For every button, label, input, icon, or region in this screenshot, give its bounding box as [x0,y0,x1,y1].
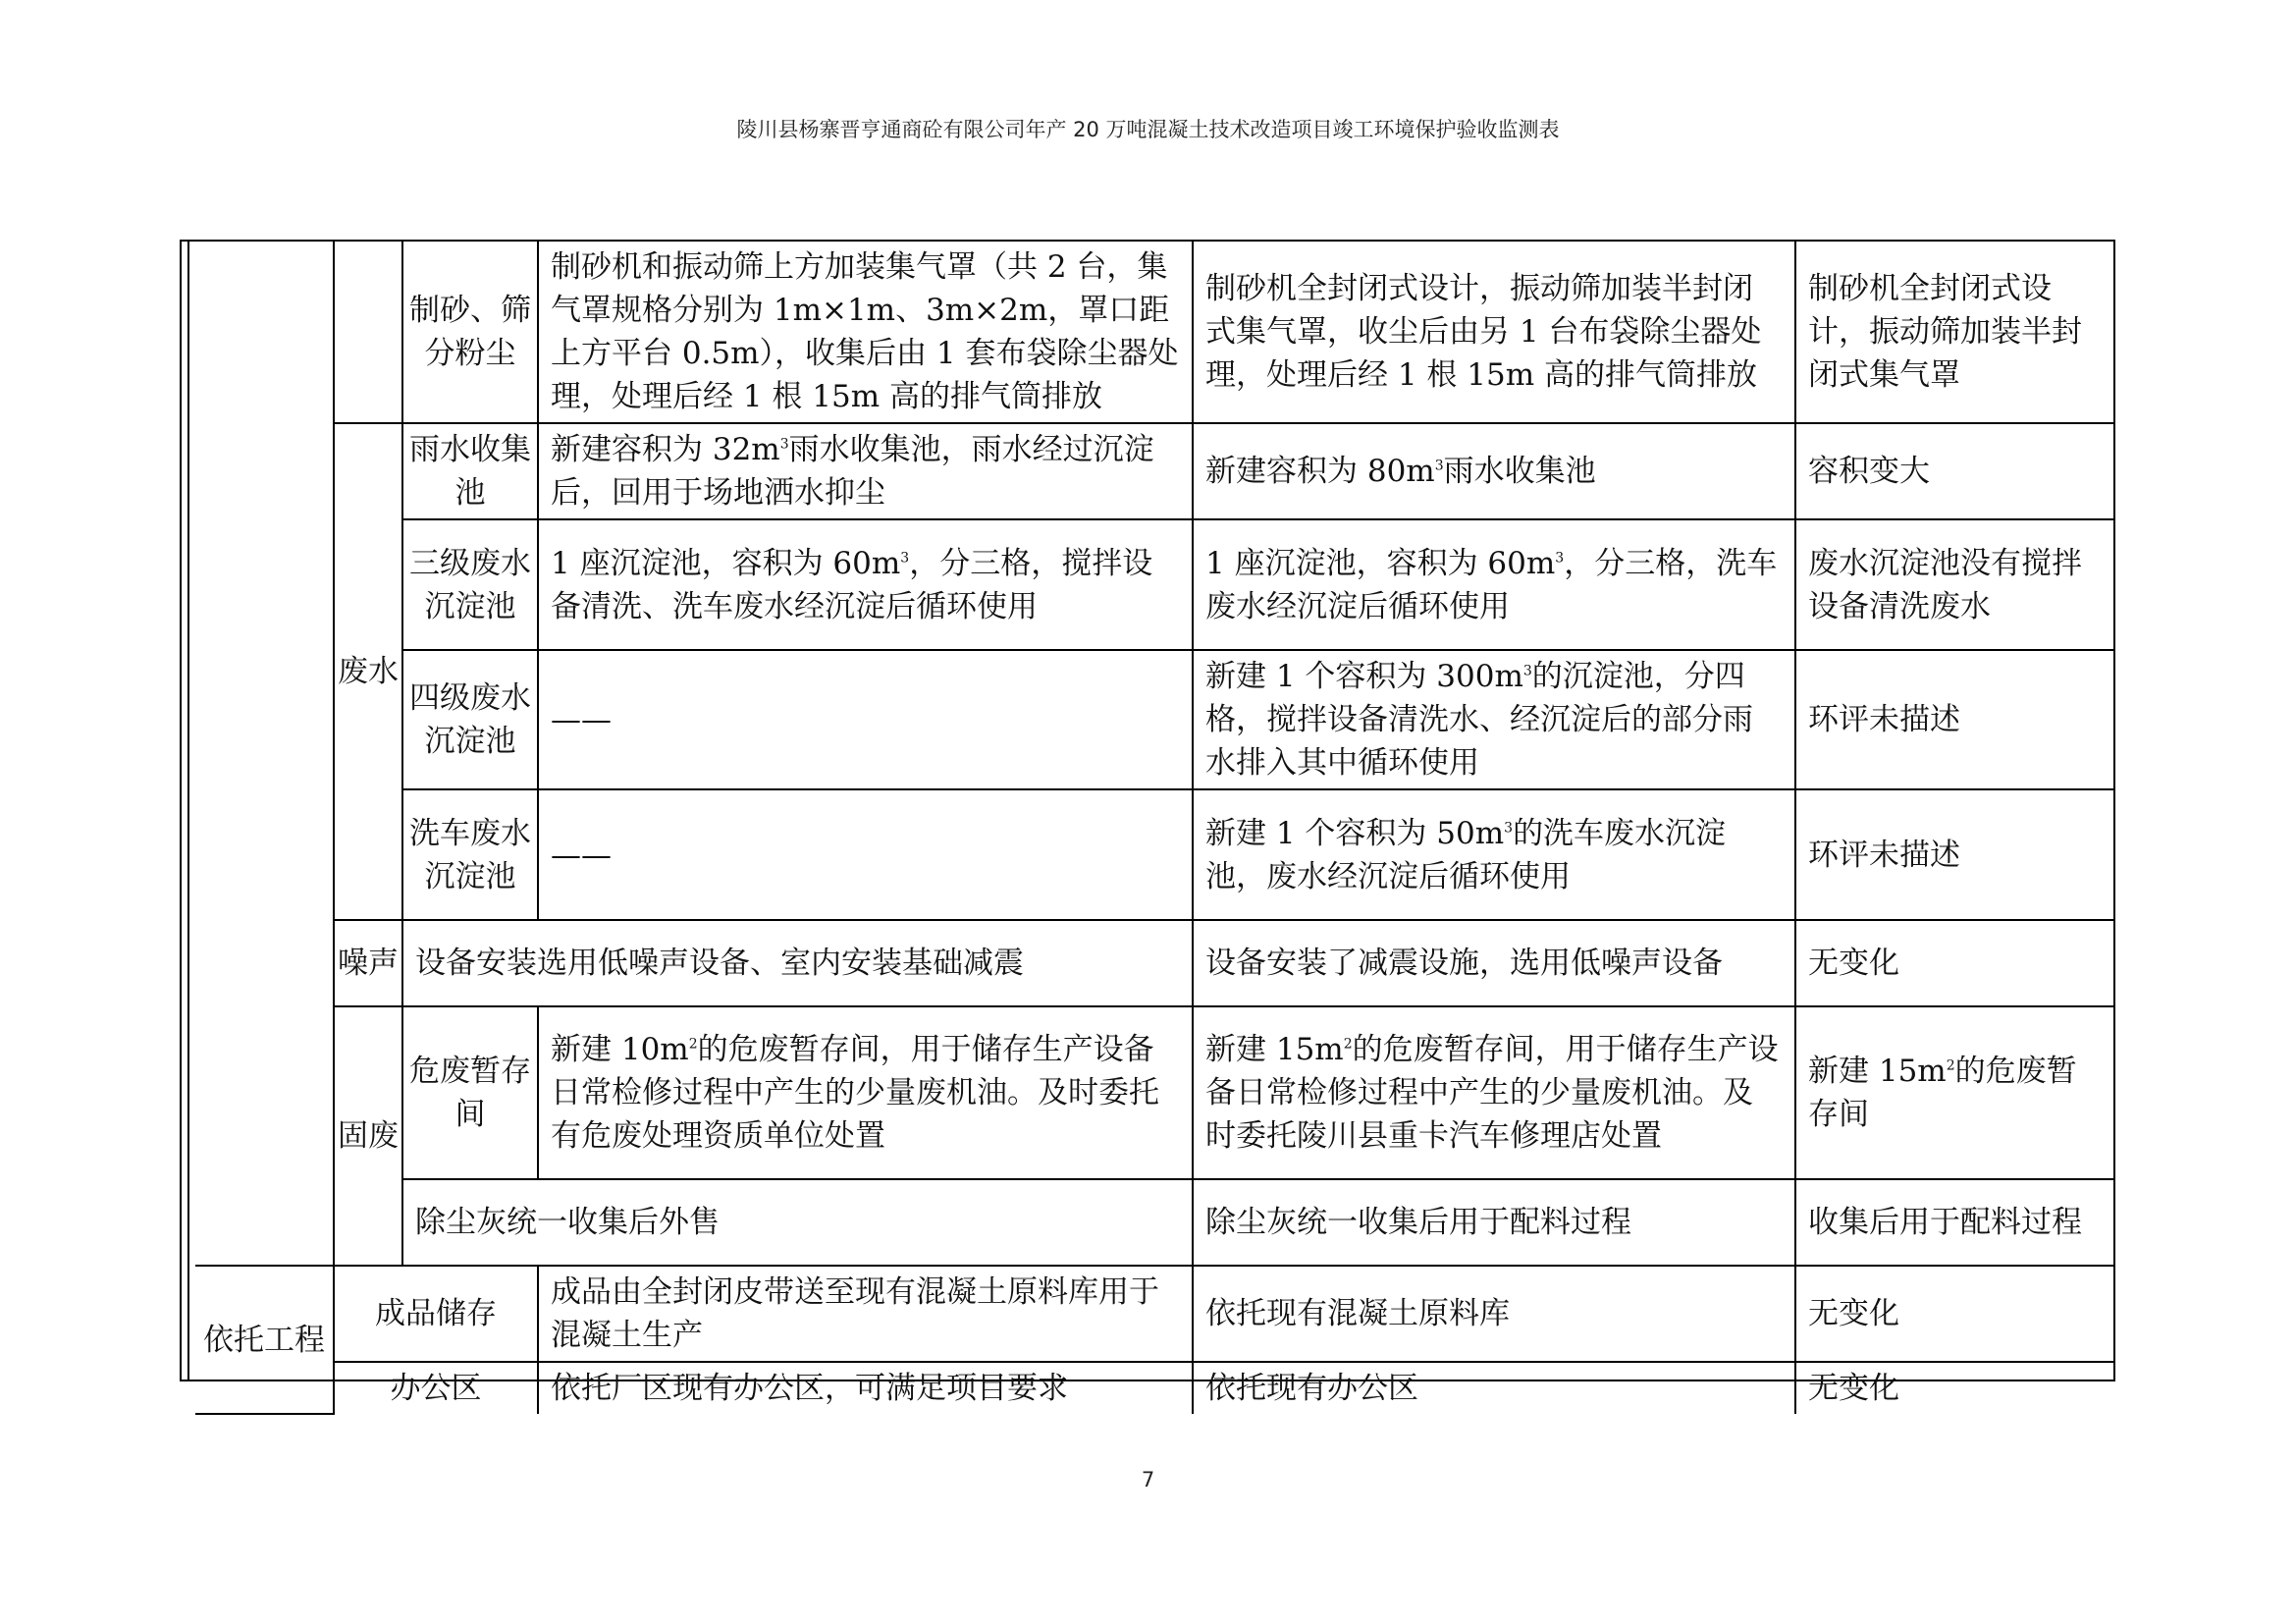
acceptance-table-frame [180,240,2115,1406]
change-cell: 容积变大 [1795,423,2115,519]
table-row [195,789,2115,920]
item-cell: 办公区 [334,1362,538,1414]
item-cell: 雨水收集池 [402,423,538,519]
eia-cell: 除尘灰统一收集后外售 [402,1179,1193,1266]
table-row [195,519,2115,650]
item-cell: 成品储存 [334,1266,538,1362]
eia-cell: —— [538,650,1193,789]
item-cell: 洗车废水沉淀池 [402,789,538,920]
change-cell: 无变化 [1795,920,2115,1006]
table-row [195,242,2115,423]
eia-cell: 成品由全封闭皮带送至现有混凝土原料库用于混凝土生产 [538,1266,1193,1362]
category-cell-solid-waste: 固废 [334,1006,402,1266]
change-cell: 制砂机全封闭式设计，振动筛加装半封闭式集气罩 [1795,242,2115,423]
eia-cell: 制砂机和振动筛上方加装集气罩（共 2 台，集气罩规格分别为 1m×1m、3m×2m，罩口距上方平台 0.5m），收集后由 1 套布袋除尘器处理，处理后经 1 根 15m 高的排气筒排放 [538,242,1193,423]
eia-cell: 新建容积为 $32m^3$雨水收集池，雨水经过沉淀后，回用于场地洒水抑尘 [538,423,1193,519]
table-row [195,1362,2115,1414]
eia-cell: 设备安装选用低噪声设备、室内安装基础减震 [402,920,1193,1006]
actual-cell: 新建容积为 $80m^3$雨水收集池 [1193,423,1795,519]
item-cell: 四级废水沉淀池 [402,650,538,789]
category-cell-wastewater: 废水 [334,423,402,920]
eia-cell: 依托厂区现有办公区，可满足项目要求 [538,1362,1193,1414]
category-cell-relied-works: 依托工程 [195,1266,334,1414]
eia-cell: 新建 $10m^2$的危废暂存间，用于储存生产设备日常检修过程中产生的少量废机油。及时委托有危废处理资质单位处置 [538,1006,1193,1179]
page-number: 7 [1141,1468,1155,1491]
actual-cell: 依托现有办公区 [1193,1362,1795,1414]
table-row [195,920,2115,1006]
actual-cell: 1 座沉淀池，容积为 $60m^3$，分三格，洗车废水经沉淀后循环使用 [1193,519,1795,650]
actual-cell: 新建 1 个容积为 $50m^3$的洗车废水沉淀池，废水经沉淀后循环使用 [1193,789,1795,920]
actual-cell: 新建 $15m^2$的危废暂存间，用于储存生产设备日常检修过程中产生的少量废机油。及时委托陵川县重卡汽车修理店处置 [1193,1006,1795,1179]
category-cell-continued [195,242,334,1266]
table-row [195,1006,2115,1179]
change-cell: 收集后用于配料过程 [1795,1179,2115,1266]
actual-cell: 依托现有混凝土原料库 [1193,1266,1795,1362]
eia-cell: —— [538,789,1193,920]
table-row [195,650,2115,789]
acceptance-table [195,242,2115,1415]
actual-cell: 除尘灰统一收集后用于配料过程 [1193,1179,1795,1266]
actual-cell: 新建 1 个容积为 $300m^3$的沉淀池，分四格，搅拌设备清洗水、经沉淀后的部分雨水排入其中循环使用 [1193,650,1795,789]
table-row [195,1179,2115,1266]
table-row [195,1266,2115,1362]
table-row [195,423,2115,519]
change-cell: 新建 $15m^2$的危废暂存间 [1795,1006,2115,1179]
change-cell: 环评未描述 [1795,789,2115,920]
change-cell: 废水沉淀池没有搅拌设备清洗废水 [1795,519,2115,650]
change-cell: 无变化 [1795,1266,2115,1362]
category-cell-noise: 噪声 [334,920,402,1006]
actual-cell: 制砂机全封闭式设计，振动筛加装半封闭式集气罩，收尘后由另 1 台布袋除尘器处理，处理后经 1 根 15m 高的排气筒排放 [1193,242,1795,423]
item-cell: 危废暂存间 [402,1006,538,1179]
category-cell-empty [334,242,402,423]
eia-cell: 1 座沉淀池，容积为 $60m^3$，分三格，搅拌设备清洗、洗车废水经沉淀后循环使用 [538,519,1193,650]
item-cell: 三级废水沉淀池 [402,519,538,650]
change-cell: 无变化 [1795,1362,2115,1414]
item-cell: 制砂、筛分粉尘 [402,242,538,423]
page-header: 陵川县杨寨晋亨通商砼有限公司年产 20 万吨混凝土技术改造项目竣工环境保护验收监测表 [736,118,1560,141]
actual-cell: 设备安装了减震设施，选用低噪声设备 [1193,920,1795,1006]
change-cell: 环评未描述 [1795,650,2115,789]
